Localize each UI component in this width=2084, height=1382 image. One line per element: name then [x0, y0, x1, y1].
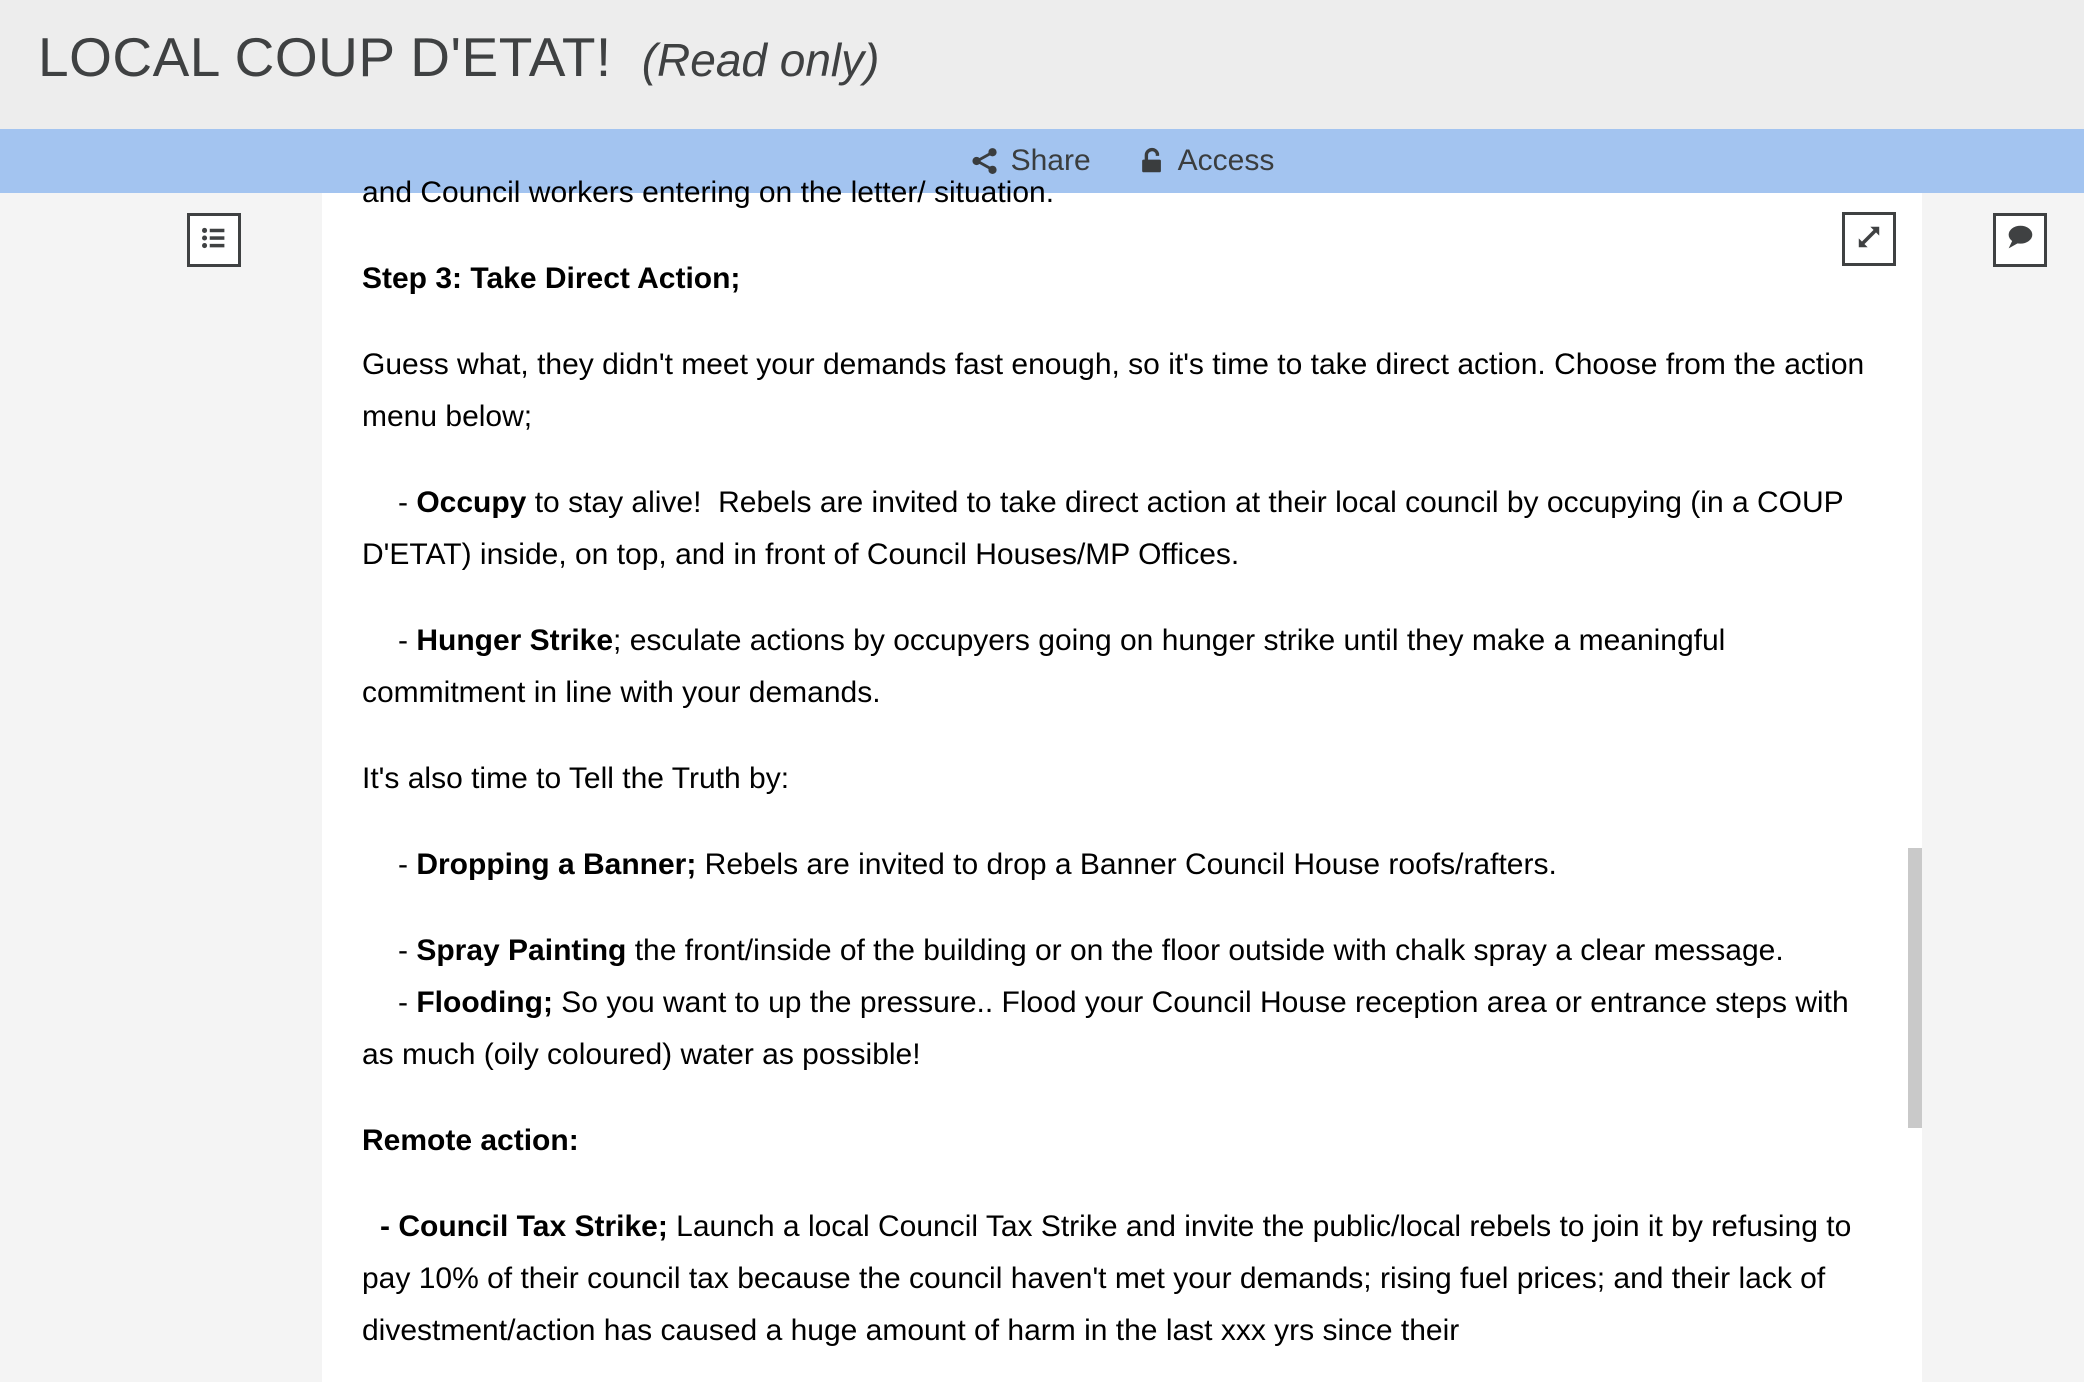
- main-area: [0, 176, 2084, 1382]
- vertical-scrollbar-thumb[interactable]: [1908, 848, 1922, 1128]
- doc-paragraph: Guess what, they didn't meet your demands fast enough, so it's time to take direct action. Choose from the action menu below;: [362, 348, 1873, 433]
- list-icon: [197, 221, 231, 260]
- doc-paragraph: - Occupy to stay alive! Rebels are invited to take direct action at their local council by occupying (in a COUP D'ETAT) inside, on top, and in front of Council Houses/MP Offices.: [362, 486, 1852, 571]
- doc-paragraphs[interactable]: [322, 176, 1922, 1382]
- doc-paragraph: Remote action:: [362, 1124, 579, 1157]
- doc-paragraph: It's also time to Tell the Truth by:: [362, 762, 790, 795]
- outline-list-button[interactable]: [187, 213, 241, 267]
- expand-arrows-icon: [1853, 221, 1885, 258]
- doc-paragraph: - Hunger Strike; esculate actions by occupyers going on hunger strike until they make a meaningful commitment in line with your demands.: [362, 624, 1734, 709]
- access-button-label: Access: [1177, 144, 1275, 177]
- document-title: LOCAL COUP D'ETAT!: [38, 25, 612, 88]
- doc-paragraph: - Spray Painting the front/inside of the building or on the floor outside with chalk spray a clear message.: [398, 934, 1784, 967]
- document-title-group: [0, 25, 879, 89]
- comment-bubble-icon: [2003, 221, 2037, 260]
- doc-paragraph: - Flooding; So you want to up the pressure.. Flood your Council House reception area or entrance steps with as much (oily coloured) water as possible!: [362, 986, 1858, 1071]
- right-gutter: [1922, 193, 2084, 1382]
- doc-paragraph: Step 3: Take Direct Action;: [362, 262, 741, 295]
- comments-button[interactable]: [1993, 213, 2047, 267]
- doc-paragraph: and Council workers entering on the letter/ situation.: [362, 176, 1055, 209]
- document-pane[interactable]: [322, 176, 1922, 1382]
- doc-paragraph: - Council Tax Strike; Launch a local Council Tax Strike and invite the public/local rebels to join it by refusing to pay 10% of their council tax because the council haven't met your demands; rising fuel prices; and their lack of divestment/action has caused a huge amount of harm in the last xxx yrs since their: [362, 1210, 1860, 1347]
- app-header: [0, 0, 2084, 129]
- readonly-badge: (Read only): [641, 33, 880, 86]
- share-button-label: Share: [1010, 144, 1091, 177]
- doc-paragraph: - Dropping a Banner; Rebels are invited to drop a Banner Council House roofs/rafters.: [398, 848, 1557, 881]
- expand-button[interactable]: [1842, 212, 1896, 266]
- left-gutter: [0, 193, 322, 1382]
